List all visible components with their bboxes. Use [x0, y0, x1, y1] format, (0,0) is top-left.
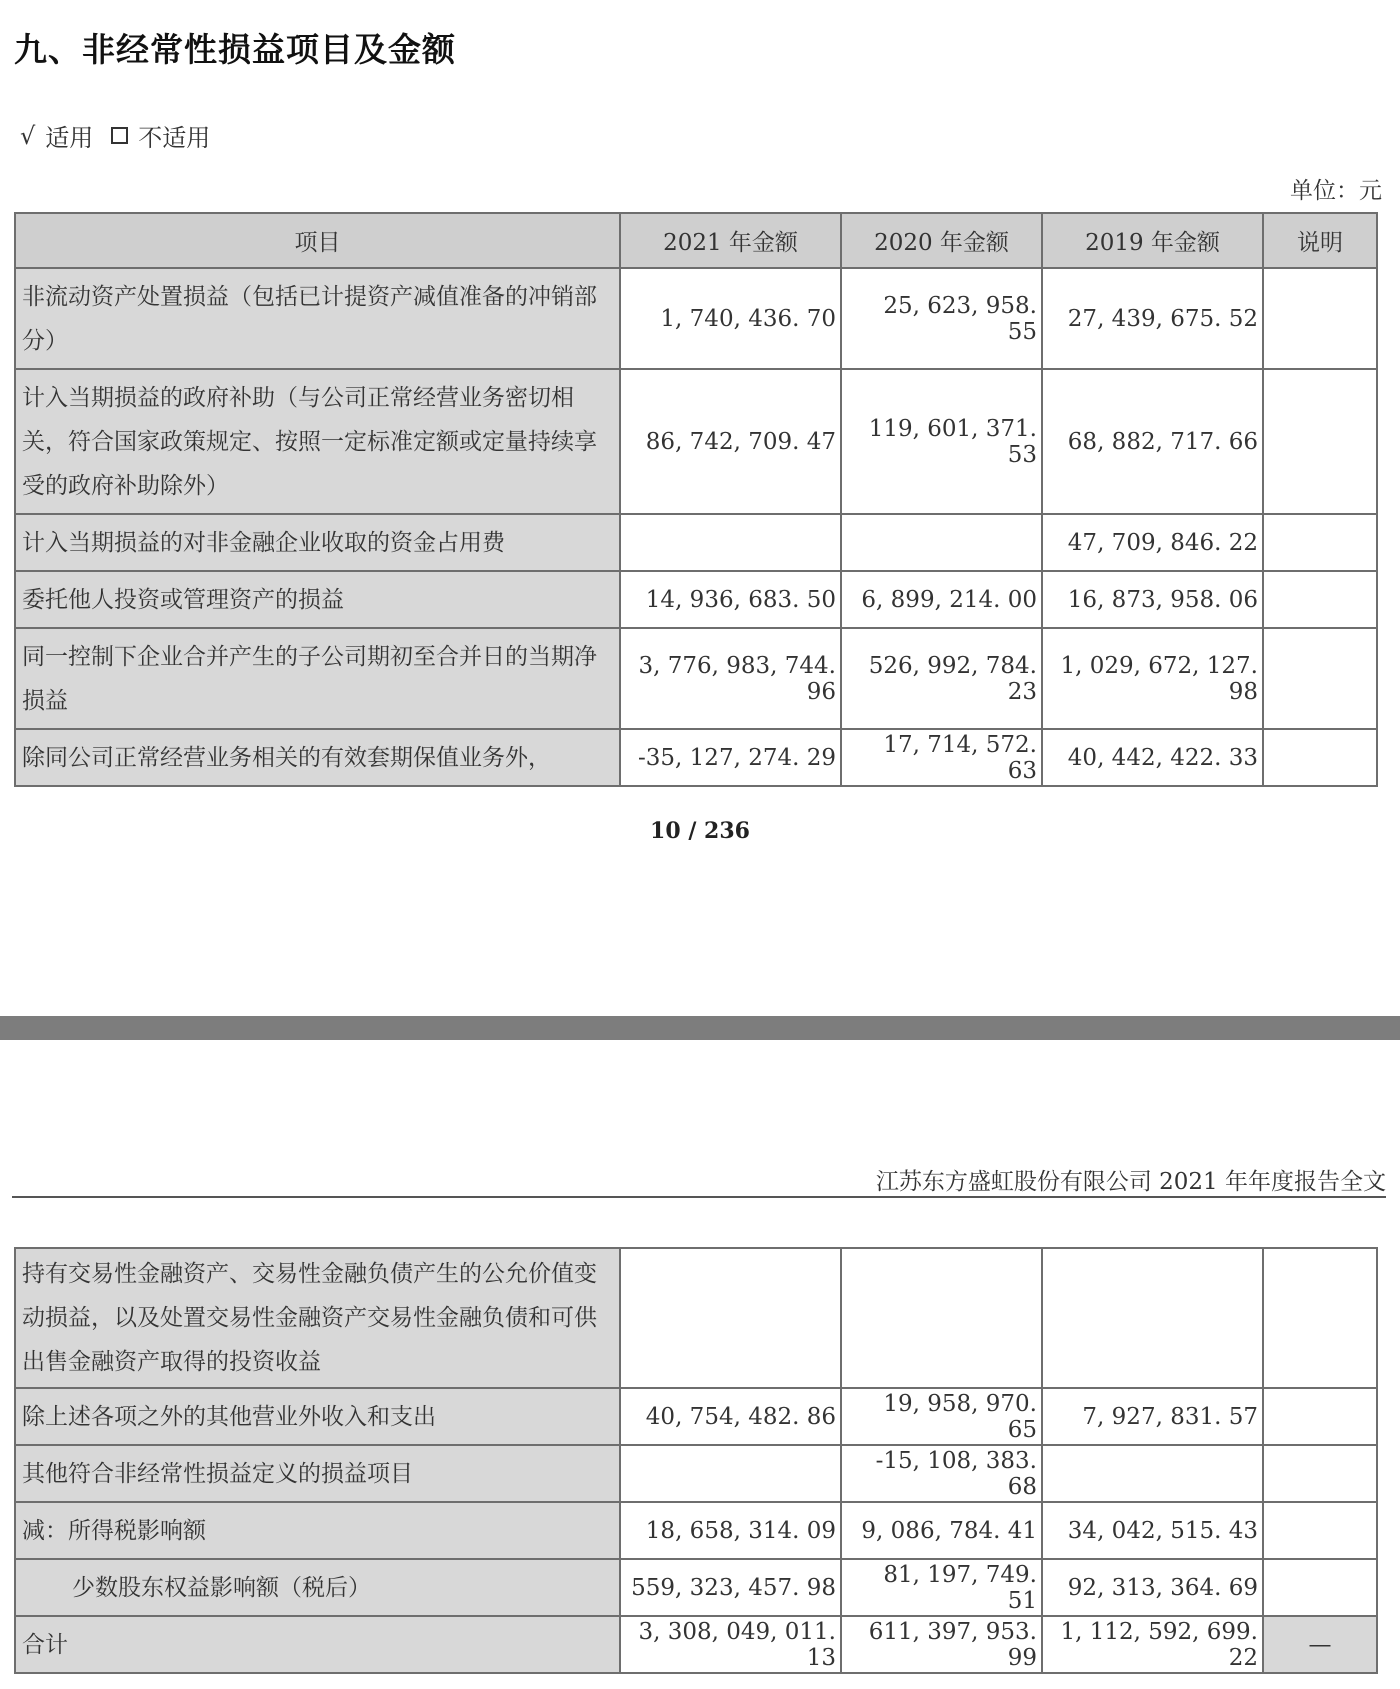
row-2021: 3, 308, 049, 011. 13 — [620, 1616, 841, 1673]
section-title: 九、非经常性损益项目及金额 — [14, 30, 456, 69]
table-header-row — [15, 213, 1377, 268]
non-recurring-items-table-page1 — [14, 212, 1378, 787]
row-2019: 16, 873, 958. 06 — [1042, 571, 1263, 628]
row-2021: 1, 740, 436. 70 — [620, 268, 841, 369]
page-number: 10 / 236 — [650, 818, 750, 844]
row-note — [1263, 1559, 1377, 1616]
row-item: 减：所得税影响额 — [15, 1502, 620, 1559]
row-note — [1263, 571, 1377, 628]
row-2021: 14, 936, 683. 50 — [620, 571, 841, 628]
row-2021: 3, 776, 983, 744. 96 — [620, 628, 841, 729]
table-row — [15, 729, 1377, 786]
table-row — [15, 1248, 1377, 1388]
row-2020: 81, 197, 749. 51 — [841, 1559, 1042, 1616]
row-note — [1263, 268, 1377, 369]
row-note — [1263, 1502, 1377, 1559]
row-item: 除同公司正常经营业务相关的有效套期保值业务外， — [15, 729, 620, 786]
row-2019: 47, 709, 846. 22 — [1042, 514, 1263, 571]
row-2020 — [841, 1248, 1042, 1388]
table-row — [15, 628, 1377, 729]
row-2021: 40, 754, 482. 86 — [620, 1388, 841, 1445]
row-note: — — [1263, 1616, 1377, 1673]
row-note — [1263, 369, 1377, 514]
row-2021: 86, 742, 709. 47 — [620, 369, 841, 514]
row-item: 计入当期损益的对非金融企业收取的资金占用费 — [15, 514, 620, 571]
row-2019 — [1042, 1445, 1263, 1502]
applicability-options — [20, 118, 210, 153]
row-2021: -35, 127, 274. 29 — [620, 729, 841, 786]
row-2020: 9, 086, 784. 41 — [841, 1502, 1042, 1559]
row-note — [1263, 628, 1377, 729]
applicable-label: 适用 — [45, 124, 94, 152]
row-2019 — [1042, 1248, 1263, 1388]
check-mark-icon: √ — [20, 121, 36, 150]
row-2020: -15, 108, 383. 68 — [841, 1445, 1042, 1502]
table-row — [15, 1388, 1377, 1445]
unit-label: 单位：元 — [1290, 178, 1382, 204]
row-2020 — [841, 514, 1042, 571]
row-2019: 40, 442, 422. 33 — [1042, 729, 1263, 786]
row-2021 — [620, 514, 841, 571]
table-row — [15, 1502, 1377, 1559]
row-note — [1263, 1388, 1377, 1445]
running-header: 江苏东方盛虹股份有限公司 2021 年年度报告全文 — [875, 1169, 1386, 1195]
row-item: 少数股东权益影响额（税后） — [15, 1559, 620, 1616]
header-rule — [12, 1196, 1386, 1198]
table-row — [15, 268, 1377, 369]
row-2020: 119, 601, 371. 53 — [841, 369, 1042, 514]
header-2020: 2020 年金额 — [841, 213, 1042, 268]
table-row-total — [15, 1616, 1377, 1673]
header-item: 项目 — [15, 213, 620, 268]
row-item: 持有交易性金融资产、交易性金融负债产生的公允价值变动损益，以及处置交易性金融资产交易性金融负债和可供出售金融资产取得的投资收益 — [15, 1248, 620, 1388]
row-2019: 7, 927, 831. 57 — [1042, 1388, 1263, 1445]
row-2019: 27, 439, 675. 52 — [1042, 268, 1263, 369]
row-2019: 92, 313, 364. 69 — [1042, 1559, 1263, 1616]
row-2020: 17, 714, 572. 63 — [841, 729, 1042, 786]
not-applicable-label: 不适用 — [138, 124, 211, 152]
table-row — [15, 369, 1377, 514]
empty-checkbox-icon — [111, 127, 128, 144]
row-2020: 526, 992, 784. 23 — [841, 628, 1042, 729]
header-2019: 2019 年金额 — [1042, 213, 1263, 268]
non-recurring-items-table-page2 — [14, 1247, 1378, 1674]
row-item: 委托他人投资或管理资产的损益 — [15, 571, 620, 628]
row-2020: 611, 397, 953. 99 — [841, 1616, 1042, 1673]
row-2021: 559, 323, 457. 98 — [620, 1559, 841, 1616]
page-divider — [0, 1016, 1400, 1040]
row-item: 计入当期损益的政府补助（与公司正常经营业务密切相关，符合国家政策规定、按照一定标准定额或定量持续享受的政府补助除外） — [15, 369, 620, 514]
row-item: 除上述各项之外的其他营业外收入和支出 — [15, 1388, 620, 1445]
row-2019: 68, 882, 717. 66 — [1042, 369, 1263, 514]
row-2019: 1, 029, 672, 127. 98 — [1042, 628, 1263, 729]
table-row — [15, 1445, 1377, 1502]
header-2021: 2021 年金额 — [620, 213, 841, 268]
row-item: 合计 — [15, 1616, 620, 1673]
row-2020: 6, 899, 214. 00 — [841, 571, 1042, 628]
row-note — [1263, 1248, 1377, 1388]
row-note — [1263, 729, 1377, 786]
row-2020: 25, 623, 958. 55 — [841, 268, 1042, 369]
table-row — [15, 571, 1377, 628]
row-2021: 18, 658, 314. 09 — [620, 1502, 841, 1559]
row-2020: 19, 958, 970. 65 — [841, 1388, 1042, 1445]
row-2019: 1, 112, 592, 699. 22 — [1042, 1616, 1263, 1673]
table-row — [15, 1559, 1377, 1616]
header-note: 说明 — [1263, 213, 1377, 268]
row-note — [1263, 514, 1377, 571]
row-note — [1263, 1445, 1377, 1502]
row-2021 — [620, 1248, 841, 1388]
row-2021 — [620, 1445, 841, 1502]
table-row — [15, 514, 1377, 571]
row-item: 同一控制下企业合并产生的子公司期初至合并日的当期净损益 — [15, 628, 620, 729]
row-2019: 34, 042, 515. 43 — [1042, 1502, 1263, 1559]
row-item: 其他符合非经常性损益定义的损益项目 — [15, 1445, 620, 1502]
row-item: 非流动资产处置损益（包括已计提资产减值准备的冲销部分） — [15, 268, 620, 369]
